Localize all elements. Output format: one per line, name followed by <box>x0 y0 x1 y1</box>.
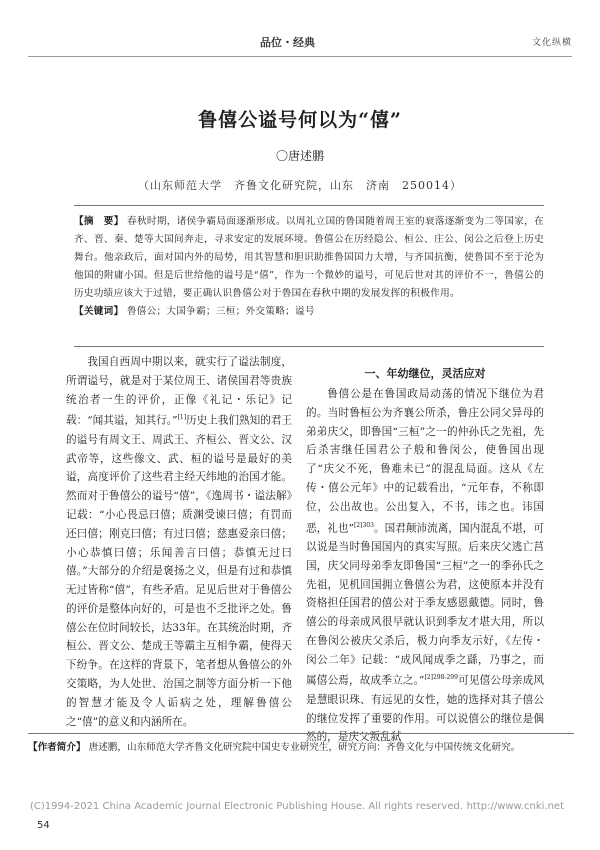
copyright-notice: (C)1994-2021 China Academic Journal Electronic Publishing House. All rights reserved. <box>30 801 463 812</box>
section-text-3: 可见僖公母亲成风是慧眼识珠、有远见的女性，她的选择对其子僖公的继位发挥了重要的作用。可以说僖公的继位是偶然的，是庆父叛乱弑 <box>306 675 545 744</box>
section-heading: 一、年幼继位，灵活应对 <box>364 367 486 380</box>
citation-3: [2]298-299 <box>424 674 458 682</box>
citation-1: [1] <box>177 414 187 422</box>
page-number: 54 <box>37 820 50 831</box>
section-paragraph <box>306 385 544 747</box>
abstract-text: 春秋时期，诸侯争霸局面逐渐形成。以周礼立国的鲁国随着周王室的衰落逐渐变为二等国家，在齐、晋、秦、楚等大国间奔走，寻求安定的发展环境。鲁僖公在历经隐公、桓公、庄公、闵公之后登上历史舞台。他亲政后，面对国内外的局势，用其智慧和胆识助推鲁国国力大增，与齐国抗衡，使鲁国不至于沦为他国的附庸小国。但是后世给他的谥号是“僖”，作为一个微妙的谥号，可见后世对其的评价不一，鲁僖公的历史功绩应该大于过错，要正确认识鲁僖公对于鲁国在春秋中期的发展发挥的积极作用。 <box>74 216 545 299</box>
abstract-bottom-divider <box>74 346 544 347</box>
publisher-url[interactable]: http://www.cnki.net <box>466 801 564 812</box>
page-header <box>0 0 600 62</box>
section-label: 品位・经典 <box>260 36 315 49</box>
bio-label: 【作者简介】 <box>28 742 86 753</box>
article-author: 〇唐述鹏 <box>275 149 324 163</box>
intro-text-1: 我国自西周中期以来，就实行了谥法制度，所谓谥号，就是对于某位周王、诸侯国君等贵族统治者一生的评价，正像《礼记・乐记》记载：“闻其谥，知其行。” <box>66 356 292 427</box>
header-divider <box>28 56 572 57</box>
intro-paragraph <box>66 353 292 731</box>
abstract-paragraph <box>74 213 544 303</box>
section-text-2: 。国君颠沛流离，国内混乱不堪，可以说是当时鲁国国内的真实写照。后来庆父逃亡莒国，庆父同母弟季友即鲁国“三桓”之一的季孙氏之先祖，见机回国拥立鲁僖公为君，这使原本并没有资格担任国君的僖公对于季友感恩戴德。同时，鲁僖公的母亲成风很早就认识到季友才堪大用，所以在鲁闵公被庆父杀后，极力向季友示好，《左传・闵公二年》记载：“成风闻成季之繇，乃事之，而属僖公焉，故成季立之。” <box>306 522 545 688</box>
bio-text: 唐述鹏，山东师范大学齐鲁文化研究院中国史专业研究生，研究方向：齐鲁文化与中国传统文化研究。 <box>88 742 521 753</box>
bio-divider <box>28 733 574 734</box>
body-column-right <box>306 385 544 747</box>
keywords-text: 鲁僖公；大国争霸；三桓；外交策略；谥号 <box>126 306 315 317</box>
section-text-1: 鲁僖公是在鲁国政局动荡的情况下继位为君的。当时鲁桓公为齐襄公所杀，鲁庄公同父异母的弟弟庆父，即鲁国“三桓”之一的仲孙氏之先祖，先后杀害继任国君公子般和鲁闵公，使鲁国出现了“庆父不死，鲁难未已”的混乱局面。这从《左传・僖公元年》中的记载看出，“元年春，不称即位，公出故也。公出复入，不书，讳之也。讳国恶，礼也” <box>306 388 544 535</box>
keywords-label: 【关键词】 <box>74 306 124 317</box>
journal-column-label: 文化纵横 <box>531 38 572 48</box>
citation-2: [2]303 <box>353 521 374 529</box>
abstract-block <box>74 213 544 321</box>
keywords-paragraph <box>74 303 544 321</box>
author-affiliation: （山东师范大学 齐鲁文化研究院，山东 济南 250014） <box>138 179 462 192</box>
body-column-left <box>66 353 292 731</box>
article-title: 鲁僖公谥号何以为“僖” <box>198 109 402 131</box>
intro-text-2: 历史上我们熟知的君王的谥号有周文王、周武王、齐桓公、晋文公、汉武帝等，这些像文、武、桓的谥号是最好的美谥，高度评价了这些君主经天纬地的治国才能。然而对于鲁僖公的谥号“僖”，《逸周书・谥法解》记载：“小心畏忌曰僖；质渊受谏曰僖；有罚而还曰僖；刚克曰僖；有过曰僖；慈惠爱亲曰僖；小心恭慎曰僖；乐闻善言曰僖；恭慎无过曰僖。”大部分的介绍是褒扬之义，但是有过和恭慎无过皆称“僖”，有些矛盾。足见后世对于鲁僖公的评价是整体向好的，可是也不乏批评之处。鲁僖公在位时间较长，达33年。在其统治时期，齐桓公、晋文公、楚成王等霸主互相争霸，使得天下纷争。在这样的背景下，笔者想从鲁僖公的外交策略，为人处世、治国之制等方面分析一下他的智慧才能及令人诟病之处，理解鲁僖公之“僖”的意义和内涵所在。 <box>66 414 293 728</box>
author-bio <box>28 739 548 757</box>
abstract-label: 【摘 要】 <box>74 216 124 227</box>
abstract-top-divider <box>74 205 544 206</box>
